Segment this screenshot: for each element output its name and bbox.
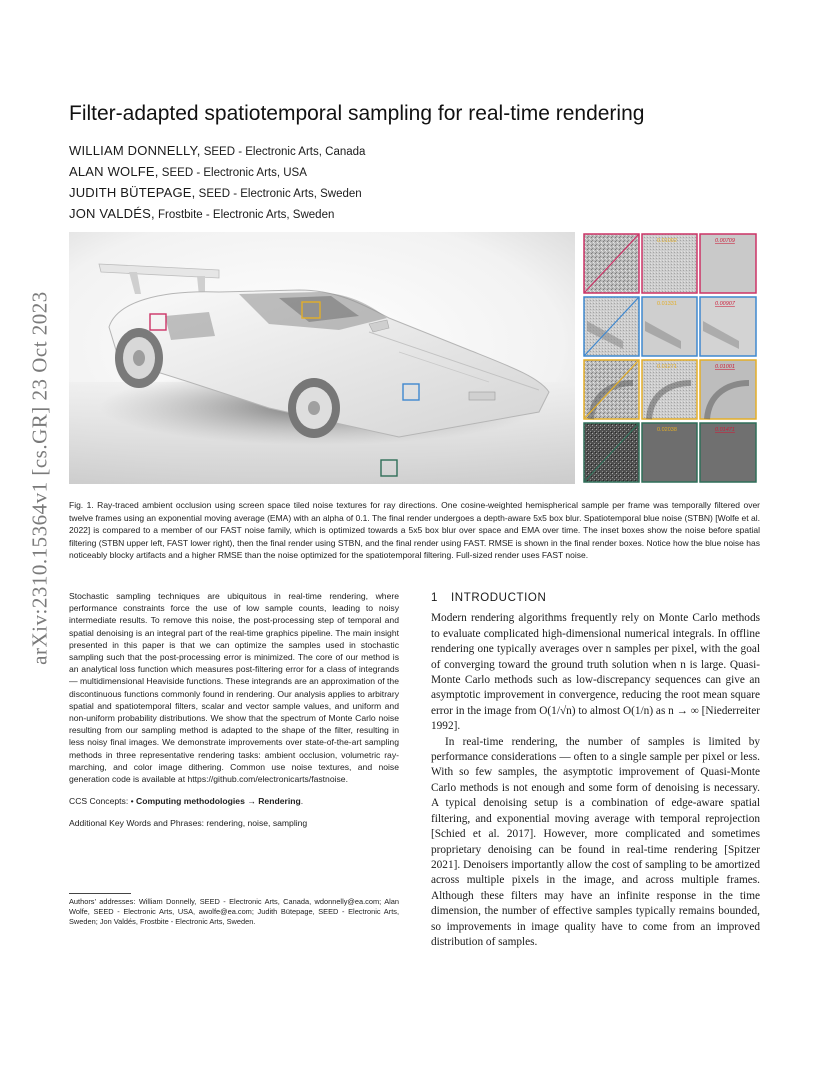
figure-caption: Fig. 1. Ray-traced ambient occlusion using screen space tiled noise textures for ray directions. One cosine-weighted hemispherical sample per frame was temporally filtered over twelve frames using an exponential moving average (EMA) with an alpha of 0.1. The final render undergoes a depth-aware 5x5 box blur. Spatiotemporal blue noise (STBN) [Wolfe et al. 2022] is compared to a member of our FAST noise family, which is optimized towards a 5x5 box blur over space and EMA over time. The inset boxes show the noise before spatial filtering (STBN upper left, FAST lower right), then the final render using STBN, and the final render using FAST. RMSE is shown in the final render boxes. Notice how the blue noise has noticeably blocky artifacts and a higher RMSE than the noise optimized for the spatiotemporal filtering. Full-sized render uses FAST noise. [69, 500, 760, 560]
rmse-label-stbn: 0.01092 [657, 238, 677, 244]
rmse-label-fast: 0.00907 [715, 301, 735, 307]
paper-title: Filter-adapted spatiotemporal sampling for real-time rendering [69, 102, 645, 125]
intro-paragraph-1: Modern rendering algorithms frequently rely on Monte Carlo methods to evaluate complicated high-dimensional numerical integrals. In offline rendering one typically averages over n samples per pixel, with the goal of converging toward the ground truth solution when n is large. Quasi-Monte Carlo methods such as low-discrepancy sequences can give an asymptotic improvement in convergence, reducing the root mean square error in the image from O(1/√n) to almost O(1/n) as n → ∞ [Niederreiter 1992]. [431, 612, 760, 733]
author-2 [69, 162, 365, 183]
inset-grid-graphic [583, 233, 758, 483]
author-name: JON VALDÉS, [69, 206, 155, 221]
author-list [69, 141, 365, 225]
author-affiliation: SEED - Electronic Arts, Sweden [195, 188, 362, 200]
author-4 [69, 204, 365, 225]
rmse-label-stbn: 0.01331 [657, 301, 677, 307]
ccs-bold: Computing methodologies → Rendering [136, 796, 301, 807]
section-title: INTRODUCTION [451, 592, 547, 604]
author-name: WILLIAM DONNELLY, [69, 143, 201, 158]
rmse-label-fast: 0.00709 [715, 238, 735, 244]
abstract: Stochastic sampling techniques are ubiquitous in real-time rendering, where performance constraints force the use of low sample counts, leading to noisy intermediate results. To remove this noise, the post-processing step of temporal and spatial denoising is an integral part of the real-time graphics pipeline. The main insight presented in this paper is that we can optimize the samples used in stochastic sampling such that the post-processing error is minimized. The core of our method is an analytical loss function which measures post-filtering error for a class of integrands — multidimensional Heaviside functions. These integrands are an approximation of the discontinuous functions commonly found in rendering. Our analysis applies to arbitrary spatial and spatiotemporal filters, scalar and vector sample values, and uniform and non-uniform probability distributions. We show that the spectrum of Monte Carlo noise resulting from our sampling method is adapted to the shape of the filter, resulting in less noisy final images. We demonstrate improvements over state-of-the-art sampling methods in three representative rendering tasks: ambient occlusion, volumetric ray-marching, and color image dithering. Common use noise textures, and noise generation code is available at https://github.com/electronicarts/fastnoise. [69, 591, 399, 785]
rmse-label-fast: 0.01471 [715, 427, 735, 433]
inset-row-3 [584, 360, 756, 419]
ccs-label: CCS Concepts: • [69, 796, 137, 807]
authors-footnote: Authors’ addresses: William Donnelly, SEED - Electronic Arts, Canada, wdonnelly@ea.com; Alan Wolfe, SEED - Electronic Arts, USA, awolfe@ea.com; Judith Bütepage, SEED - Electronic Arts, Sweden; Jon Valdés, Frostbite - Electronic Arts, Sweden. [69, 897, 399, 927]
section-heading [431, 591, 760, 606]
author-affiliation: SEED - Electronic Arts, Canada [200, 146, 366, 158]
author-1 [69, 141, 365, 162]
car-render-figure [69, 232, 575, 484]
right-column [431, 591, 760, 950]
author-affiliation: Frostbite - Electronic Arts, Sweden [154, 209, 335, 221]
author-name: ALAN WOLFE, [69, 164, 159, 179]
rmse-label-stbn: 0.02038 [657, 427, 677, 433]
section-number: 1 [431, 592, 438, 604]
rmse-label-stbn: 0.01271 [657, 364, 677, 370]
arxiv-identifier [20, 288, 60, 668]
author-affiliation: SEED - Electronic Arts, USA [158, 167, 307, 179]
intro-paragraph-2: In real-time rendering, the number of samples is limited by performance considerations — often to a single sample per pixel or less. With so few samples, the asymptotic improvement of Quasi-Monte Carlo methods is not enough and some form of denoising is necessary. A typical denoising setup is a combination of edge-aware spatial filtering, and exponential moving average with temporal reprojection [Schied et al. 2017]. However, more complicated and sometimes proprietary denoising can be found in real-time rendering [Spitzer 2021]. Denoisers importantly allow the cost of sampling to be amortized across multiple pixels in the image, and across multiple frames. Although these filters may have an infinite response in the time dimension, the number of effective samples typically remains bounded, so improvements in image quality have to come from an improved distribution of samples. [431, 735, 760, 948]
inset-row-2 [584, 297, 756, 356]
left-column [69, 590, 399, 840]
author-3 [69, 183, 365, 204]
footnote-rule [69, 893, 131, 894]
inset-comparison-grid [583, 233, 758, 483]
inset-row-1 [584, 234, 756, 293]
arxiv-identifier-text: arXiv:2310.15364v1 [cs.GR] 23 Oct 2023 [27, 291, 52, 665]
keywords: Additional Key Words and Phrases: rendering, noise, sampling [69, 818, 308, 829]
ccs-end: . [300, 796, 304, 807]
rmse-label-fast: 0.01001 [715, 364, 735, 370]
inset-row-4 [584, 423, 756, 482]
ccs-concepts [69, 795, 399, 807]
author-name: JUDITH BÜTEPAGE, [69, 185, 196, 200]
